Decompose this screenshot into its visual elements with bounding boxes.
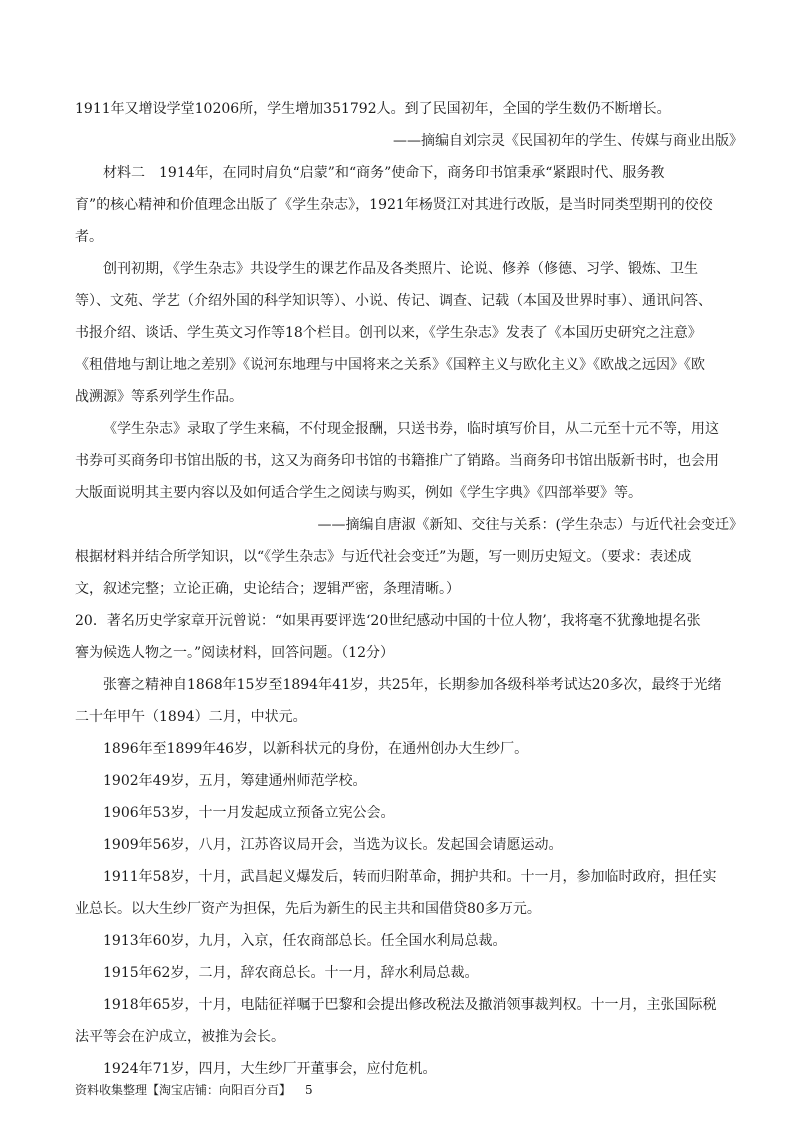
footer-source-text: 资料收集整理【淘宝店铺：向阳百分百】 [75, 1083, 292, 1097]
text-line: 战溯源》等系列学生作品。 [75, 389, 243, 405]
timeline-entry-continued: 法平等会在沪成立，被推为会长。 [75, 1029, 285, 1045]
timeline-entry: 1924年71岁，四月，大生纱厂开董事会，应付危机。 [103, 1061, 437, 1077]
text-line: 《租借地与割让地之差别》《说河东地理与中国将来之关系》《国粹主义与欧化主义》《欧战之远因》《欧 [75, 357, 705, 373]
text-line: 者。 [75, 229, 103, 245]
text-line: 张謇之精神自1868年15岁至1894年41岁，共25年，长期参加各级科举考试达20多次，最终于光绪 [103, 677, 722, 693]
timeline-entry: 1911年58岁，十月，武昌起义爆发后，转而归附革命，拥护共和。十一月，参加临时政府，担任实 [103, 869, 717, 885]
text-line: 根据材料并结合所学知识，以“《学生杂志》与近代社会变迁”为题，写一则历史短文。（要求：表述成 [75, 549, 692, 565]
timeline-entry: 1913年60岁，九月，入京，任农商部总长。任全国水利局总裁。 [103, 933, 507, 949]
timeline-entry: 1896年至1899年46岁，以新科状元的身份，在通州创办大生纱厂。 [103, 741, 529, 757]
document-body [75, 93, 743, 1085]
timeline-entry: 1909年56岁，八月，江苏咨议局开会，当选为议长。发起国会请愿运动。 [103, 837, 563, 853]
timeline-entry: 1906年53岁，十一月发起成立预备立宪公会。 [103, 805, 395, 821]
page-footer [75, 1080, 313, 1100]
citation-line: ——摘编自唐淑《新知、交往与关系：(学生杂志）与近代社会变迁》 [317, 517, 743, 533]
text-line: 材料二 1914年，在同时肩负“启蒙”和“商务”使命下，商务印书馆秉承“紧跟时代、服务教 [103, 165, 665, 181]
text-line: 二十年甲午（1894）二月，中状元。 [75, 709, 307, 725]
question-line: 謇为候选人物之一。”阅读材料，回答问题。（12分） [75, 645, 394, 661]
text-line: 1911年又增设学堂10206所，学生增加351792人。到了民国初年，全国的学生数仍不断增长。 [75, 101, 671, 117]
question-line: 20．著名历史学家章开沅曾说：“如果再要评选‘20世纪感动中国的十位人物’，我将毫不犹豫地提名张 [75, 613, 701, 629]
text-line: 等）、文苑、学艺（介绍外国的科学知识等）、小说、传记、调查、记载（本国及世界时事）、通讯问答、 [75, 293, 712, 309]
text-line: 《学生杂志》录取了学生来稿，不付现金报酬，只送书券，临时填写价目，从二元至十元不等，用这 [103, 421, 719, 437]
text-line: 文，叙述完整；立论正确，史论结合；逻辑严密，条理清晰。） [75, 581, 460, 597]
page-number: 5 [305, 1083, 313, 1097]
citation-line: ——摘编自刘宗灵《民国初年的学生、传媒与商业出版》 [393, 133, 743, 149]
timeline-entry: 1902年49岁，五月，筹建通州师范学校。 [103, 773, 367, 789]
timeline-entry: 1915年62岁，二月，辞农商总长。十一月，辞水利局总裁。 [103, 965, 479, 981]
text-line: 书券可买商务印书馆出版的书，这又为商务印书馆的书籍推广了销路。当商务印书馆出版新书时，也会用 [75, 453, 719, 469]
timeline-entry: 1918年65岁，十月，电陆征祥嘱于巴黎和会提出修改税法及撤消领事裁判权。十一月，主张国际税 [103, 997, 717, 1013]
text-line: 书报介绍、谈话、学生英文习作等18个栏目。创刊以来，《学生杂志》发表了《本国历史研究之注意》 [75, 325, 702, 341]
text-line: 育”的核心精神和价值理念出版了《学生杂志》，1921年杨贤江对其进行改版，是当时同类型期刊的佼佼 [75, 197, 713, 213]
text-line: 大版面说明其主要内容以及如何适合学生之阅读与购买，例如《学生字典》《四部举要》等。 [75, 485, 642, 501]
text-line: 创刊初期，《学生杂志》共设学生的课艺作品及各类照片、论说、修养（修德、习学、锻炼、卫生 [103, 261, 698, 277]
timeline-entry-continued: 业总长。以大生纱厂资产为担保，先后为新生的民主共和国借贷80多万元。 [75, 901, 541, 917]
